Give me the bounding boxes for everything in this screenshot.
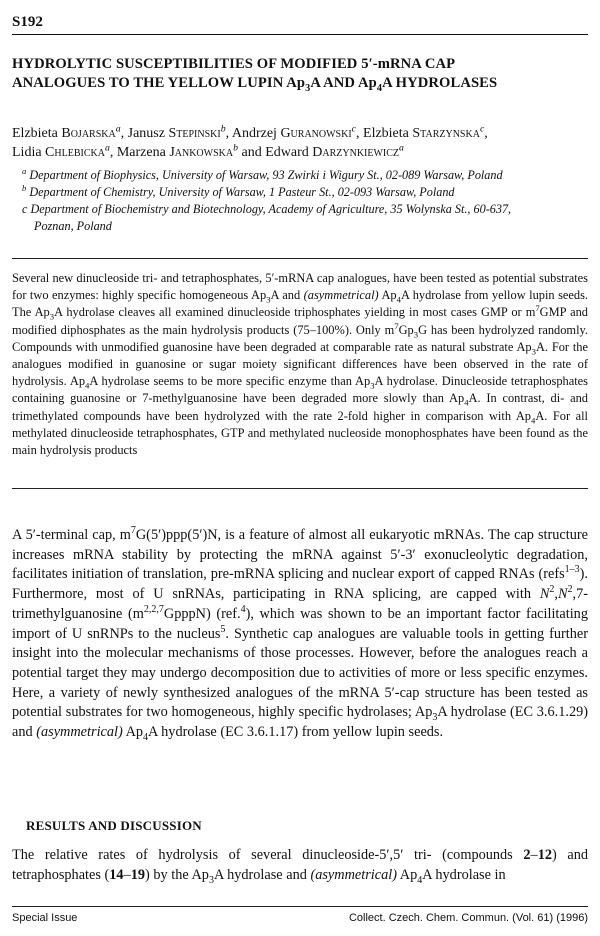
page-footer <box>12 912 588 924</box>
section-heading: RESULTS AND DISCUSSION <box>26 818 202 833</box>
abstract-rule-bottom <box>12 488 588 489</box>
abstract: Several new dinucleoside tri- and tetraphosphates, 5′-mRNA cap analogues, have been tested as potential substrates for two enzymes: highly specific homogeneous $Ap_3A$ and (asymmetrical) $Ap_4A$ hydrolase from yellow lupin seeds. The $Ap_3A$ hydrolase cleaves all examined dinucleoside triphosphates yielding in most cases GMP or $m^7GMP$ and modified diphosphates as the main hydrolysis products (75–100%). Only $m^7Gp_3G$ has been hydrolyzed randomly. Compounds with unmodified guanosine have been degraded at comparable rate as natural substrate $Ap_3A$. For the analogues modified in guanosine or sugar moiety significant differences have been observed in the rate of hydrolysis. $Ap_4A$ hydrolase seems to be more specific enzyme than $Ap_3A$ hydrolase. Dinucleoside tetraphosphates containing guanosine or 7-methylguanosine have been degraded more slowly than $Ap_4A$. In contrast, di- and trimethylated compounds have been hydrolyzed with the rate 2-fold higher in comparison with $Ap_4A$. For all methylated dinucleoside tetraphosphates, GTP and methylated nucleoside monophosphates have been found as the main hydrolysis products <box>12 271 589 458</box>
intro-paragraph: A 5′-terminal cap, $m^7G(5')ppp(5')N$, is a feature of almost all eukaryotic mRNAs. The cap structure increases mRNA stability by protecting the mRNA against 5′-3′ exonucleolytic degradation, facilitates initiation of translation, pre-mRNA splicing and nuclear export of capped RNAs (refs$^{1-3}$). Furthermore, most of U snRNAs, participating in RNA splicing, are capped with $N^2,N^2,7$-trimethylguanosine $(m^{2,2,7}GpppN)$ (ref.$^4$), which was shown to be an important factor facilitating import of U snRNPs to the nucleus$^5$. Synthetic cap analogues are valuable tools in getting further insight into the molecular mechanisms of those processes. However, before the analogues reach a potential target they may undergo decomposition due to activities of more or less specific enzymes. Here, a variety of newly synthesized analogues of the mRNA 5′-cap structure has been tested as potential substrates for two homogeneous, highly specific hydrolases; $Ap_3A$ hydrolase (EC 3.6.1.29) and (asymmetrical) $Ap_4A$ hydrolase (EC 3.6.1.17) from yellow lupin seeds. <box>12 525 589 743</box>
author-list <box>12 124 588 162</box>
author: Edward Darzynkiewicz$^a$ <box>265 142 404 160</box>
author-line-2 <box>12 143 588 162</box>
page-header <box>12 14 588 35</box>
affiliation-c-cont: Poznan, Poland <box>34 219 112 233</box>
author: Andrzej Guranowski$^c$, <box>231 123 364 141</box>
author: Elzbieta Starzynska$^c$, <box>363 123 488 141</box>
footer-rule <box>12 906 588 907</box>
affiliations <box>22 165 588 235</box>
footer-right: Collect. Czech. Chem. Commun. (Vol. 61) (1996) <box>348 912 588 924</box>
article-title <box>12 55 588 93</box>
journal-page <box>12 0 588 936</box>
abstract-rule-top <box>12 258 588 259</box>
author: Marzena Jankowska$^b$ and <box>116 142 266 160</box>
footer-left: Special Issue <box>12 912 78 924</box>
affiliation-c: c Department of Biochemistry and Biotechnology, Academy of Agriculture, 35 Wolynska St., 60-637, <box>22 202 512 216</box>
affiliation-b: $^b$ Department of Chemistry, University of Warsaw, 1 Pasteur St., 02-093 Warsaw, Poland <box>22 182 455 199</box>
header-rule <box>12 34 588 35</box>
title-line-1: HYDROLYTIC SUSCEPTIBILITIES OF MODIFIED 5′-mRNA CAP <box>12 56 456 72</box>
author-line-1 <box>12 124 588 143</box>
author: Janusz Stepinski$^b$, <box>127 123 232 141</box>
author: Lidia Chlebicka$^a$, <box>12 142 117 160</box>
author: Elzbieta Bojarska$^a$, <box>12 123 128 141</box>
page-code: S192 <box>12 14 43 30</box>
title-subscript: 3 <box>305 82 311 94</box>
title-subscript: 4 <box>376 82 383 94</box>
title-text: A AND Ap <box>310 75 377 91</box>
title-line-2 <box>12 74 588 93</box>
affiliation-a: $^a$ Department of Biophysics, University of Warsaw, 93 Zwirki i Wigury St., 02-089 Warsaw, Poland <box>22 165 503 182</box>
title-text: A HYDROLASES <box>382 75 498 91</box>
results-paragraph: The relative rates of hydrolysis of several dinucleoside-5′,5′ tri- (compounds 2–12) and tetraphosphates (14–19) by the $Ap_3A$ hydrolase and (asymmetrical) $Ap_4A$ hydrolase in <box>12 847 588 886</box>
title-text: ANALOGUES TO THE YELLOW LUPIN Ap <box>12 75 306 91</box>
